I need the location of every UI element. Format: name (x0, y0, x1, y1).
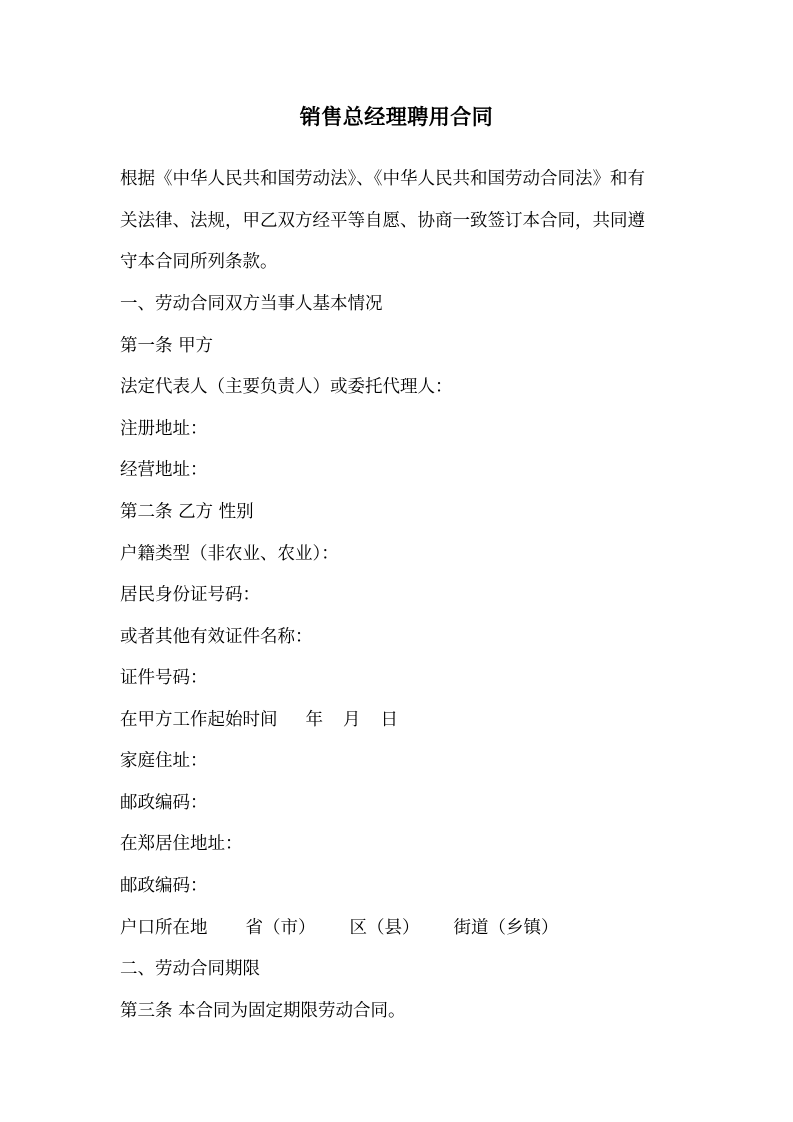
section-heading-1: 一、劳动合同双方当事人基本情况 (120, 294, 383, 314)
legal-representative-line: 法定代表人（主要负责人）或委托代理人： (120, 377, 453, 397)
start-time-label: 在甲方工作起始时间 (120, 710, 278, 730)
registered-address-line: 注册地址： (120, 419, 208, 439)
intro-line: 根据《中华人民共和国劳动法》、《中华人民共和国劳动合同法》和有 (120, 169, 645, 189)
postcode-line: 邮政编码： (120, 793, 208, 813)
province-label: 省（市） (245, 918, 316, 938)
article-2: 第二条 乙方 性别 (120, 502, 254, 522)
cert-number-line: 证件号码： (120, 668, 208, 688)
home-address-line: 家庭住址： (120, 751, 208, 771)
document-title: 销售总经理聘用合同 (299, 105, 494, 129)
street-label: 街道（乡镇） (453, 918, 559, 938)
intro-paragraph (120, 159, 680, 284)
intro-line: 关法律、法规，甲乙双方经平等自愿、协商一致签订本合同，共同遵 (120, 210, 645, 231)
hukou-label: 户口所在地 (120, 918, 208, 938)
postcode-line: 邮政编码： (120, 876, 208, 896)
section-heading-2: 二、劳动合同期限 (120, 959, 260, 979)
zhengzhou-address-line: 在郑居住地址： (120, 834, 243, 854)
business-address-line: 经营地址： (120, 460, 208, 480)
day-label: 日 (380, 710, 398, 730)
id-number-line: 居民身份证号码： (120, 585, 260, 605)
intro-line: 守本合同所列条款。 (120, 252, 278, 273)
district-label: 区（县） (349, 918, 420, 938)
month-label: 月 (343, 710, 361, 730)
article-1: 第一条 甲方 (120, 336, 214, 356)
household-type-line: 户籍类型（非农业、农业）： (120, 544, 339, 564)
other-id-name-line: 或者其他有效证件名称： (120, 627, 313, 647)
year-label: 年 (305, 710, 323, 730)
hukou-line (120, 908, 680, 950)
start-time-line (120, 700, 680, 742)
article-3: 第三条 本合同为固定期限劳动合同。 (120, 1001, 406, 1021)
